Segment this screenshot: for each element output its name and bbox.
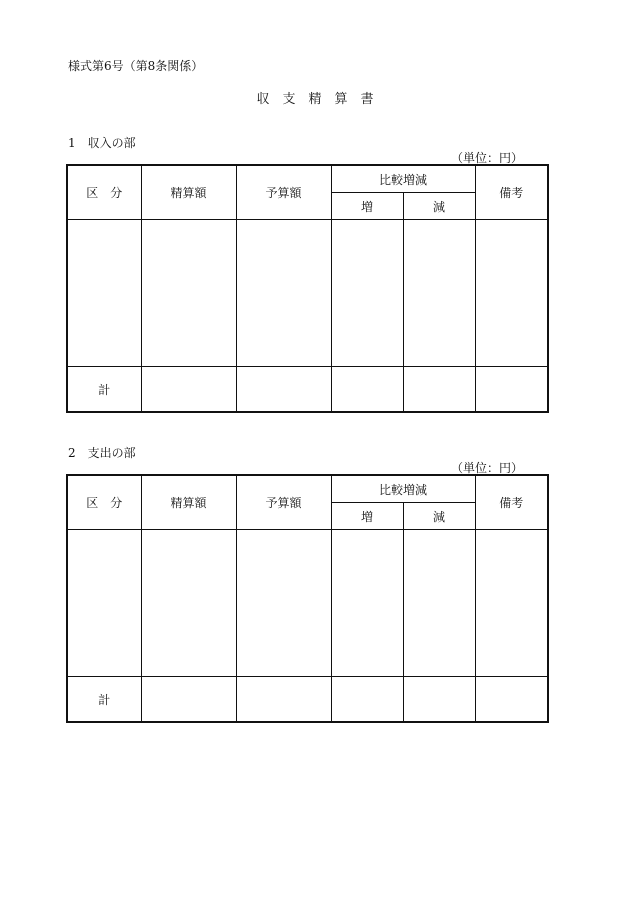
cell-budget[interactable] bbox=[236, 220, 331, 367]
total-remarks[interactable] bbox=[475, 367, 548, 413]
header-remarks: 備考 bbox=[475, 165, 548, 220]
total-increase[interactable] bbox=[331, 677, 403, 723]
header-remarks: 備考 bbox=[475, 475, 548, 530]
income-unit-label: （単位：円） bbox=[450, 151, 523, 165]
expenditure-table bbox=[66, 474, 549, 723]
cell-remarks[interactable] bbox=[475, 220, 548, 367]
cell-settled[interactable] bbox=[141, 220, 236, 367]
header-decrease: 減 bbox=[403, 193, 475, 220]
total-remarks[interactable] bbox=[475, 677, 548, 723]
header-budget-amount: 予算額 bbox=[236, 165, 331, 220]
header-comparison: 比較増減 bbox=[331, 165, 475, 193]
table-header-row bbox=[67, 475, 548, 503]
table-total-row bbox=[67, 677, 548, 723]
total-settled[interactable] bbox=[141, 677, 236, 723]
cell-increase[interactable] bbox=[331, 220, 403, 367]
total-label: 計 bbox=[67, 367, 141, 413]
cell-settled[interactable] bbox=[141, 530, 236, 677]
income-section-heading: 1 収入の部 bbox=[68, 136, 136, 150]
header-comparison: 比較増減 bbox=[331, 475, 475, 503]
cell-increase[interactable] bbox=[331, 530, 403, 677]
total-budget[interactable] bbox=[236, 677, 331, 723]
total-decrease[interactable] bbox=[403, 677, 475, 723]
total-decrease[interactable] bbox=[403, 367, 475, 413]
cell-decrease[interactable] bbox=[403, 530, 475, 677]
header-increase: 増 bbox=[331, 193, 403, 220]
table-body-row bbox=[67, 220, 548, 367]
total-label: 計 bbox=[67, 677, 141, 723]
total-budget[interactable] bbox=[236, 367, 331, 413]
table-total-row bbox=[67, 367, 548, 413]
header-settled-amount: 精算額 bbox=[141, 475, 236, 530]
total-settled[interactable] bbox=[141, 367, 236, 413]
total-increase[interactable] bbox=[331, 367, 403, 413]
expenditure-unit-label: （単位：円） bbox=[450, 461, 523, 475]
cell-budget[interactable] bbox=[236, 530, 331, 677]
header-budget-amount: 予算額 bbox=[236, 475, 331, 530]
form-number: 様式第6号（第8条関係） bbox=[68, 59, 204, 73]
header-increase: 増 bbox=[331, 503, 403, 530]
table-header-row bbox=[67, 165, 548, 193]
cell-decrease[interactable] bbox=[403, 220, 475, 367]
cell-category[interactable] bbox=[67, 530, 141, 677]
income-table bbox=[66, 164, 549, 413]
cell-category[interactable] bbox=[67, 220, 141, 367]
header-decrease: 減 bbox=[403, 503, 475, 530]
table-body-row bbox=[67, 530, 548, 677]
header-category: 区 分 bbox=[67, 165, 141, 220]
header-category: 区 分 bbox=[67, 475, 141, 530]
document-title: 収 支 精 算 書 bbox=[256, 92, 374, 107]
header-settled-amount: 精算額 bbox=[141, 165, 236, 220]
cell-remarks[interactable] bbox=[475, 530, 548, 677]
expenditure-section-heading: 2 支出の部 bbox=[68, 446, 136, 460]
